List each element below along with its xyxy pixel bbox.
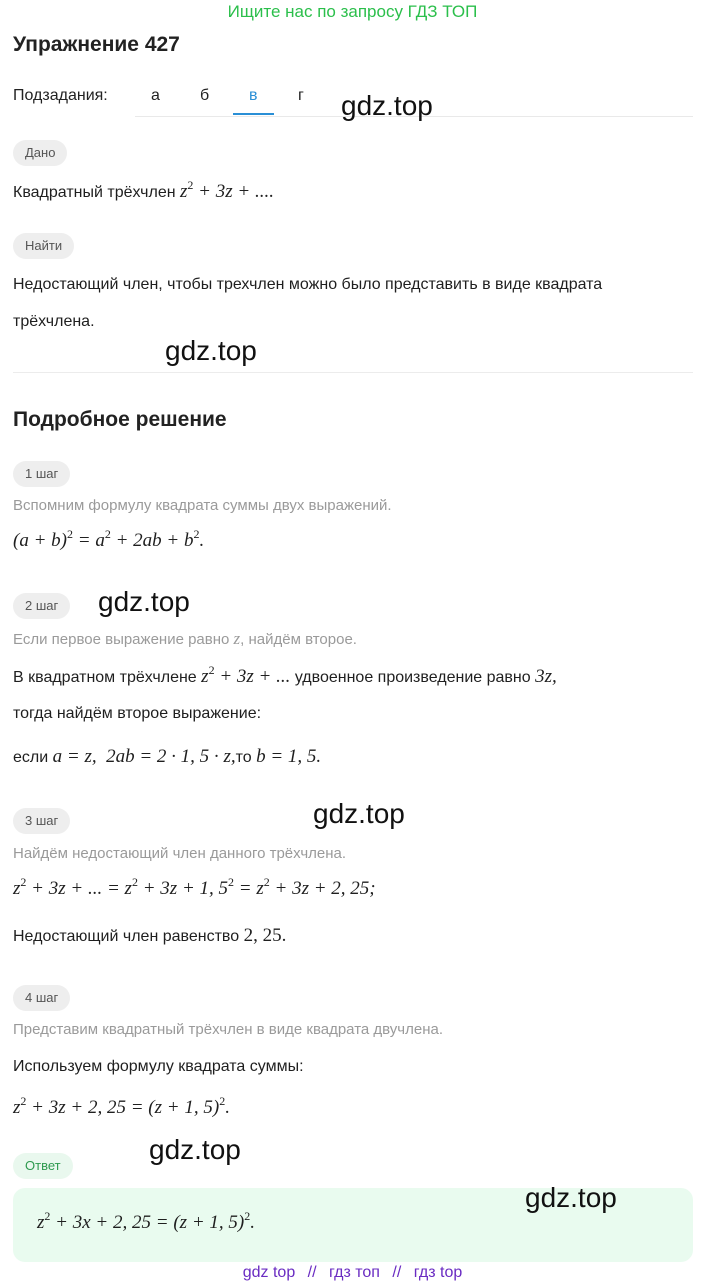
- step-4-hint: Представим квадратный трёхчлен в виде квадрата двучлена.: [13, 1021, 444, 1038]
- find-badge: Найти: [13, 233, 74, 259]
- answer-badge: Ответ: [13, 1153, 73, 1179]
- section-divider: [13, 372, 693, 373]
- answer-formula: $z^2 + 3x + 2$, 25 = (z + 1, 5)$^2$.: [37, 1209, 255, 1233]
- footer-separator: //: [307, 1264, 317, 1281]
- given-text: Квадратный трёхчлен $z^2 + 3z$ + ....: [13, 178, 274, 202]
- watermark: gdz.top: [525, 1182, 617, 1213]
- tab-b[interactable]: б: [200, 87, 210, 104]
- find-text-line1: Недостающий член, чтобы трехчлен можно было представить в виде квадрата: [13, 276, 603, 293]
- step-4-formula: $z^2 + 3z + 2$, 25 = (z + 1, 5)$^2$.: [13, 1094, 230, 1118]
- tab-g[interactable]: г: [298, 87, 304, 104]
- subtasks-label: Подзадания:: [13, 87, 108, 104]
- tab-v[interactable]: в: [249, 87, 258, 104]
- watermark: gdz.top: [341, 90, 433, 121]
- step-4-badge: 4 шаг: [13, 985, 70, 1011]
- step-3-formula: $z^2 + 3z$ + ... = $z^2 + 3z + 1$, $5^2 = z^2 + 3z + 2$, 25;: [13, 875, 376, 899]
- solution-heading: Подробное решение: [13, 408, 227, 431]
- step-2-hint: Если первое выражение равно z, найдём второе.: [13, 629, 357, 648]
- step-1-badge: 1 шаг: [13, 461, 70, 487]
- step-4-line1: Используем формулу квадрата суммы:: [13, 1058, 304, 1075]
- step-3-hint: Найдём недостающий член данного трёхчлена.: [13, 845, 347, 862]
- step-3-badge: 3 шаг: [13, 808, 70, 834]
- step-3-result: Недостающий член равенство 2, 25.: [13, 925, 287, 946]
- watermark: gdz.top: [98, 586, 190, 617]
- step-1-hint: Вспомним формулу квадрата суммы двух выражений.: [13, 497, 392, 514]
- given-formula: $z^2 + 3z$ + ....: [180, 178, 274, 202]
- footer-link-gdz-top[interactable]: gdz top: [242, 1264, 296, 1281]
- watermark: gdz.top: [313, 798, 405, 829]
- footer-separator: //: [392, 1264, 402, 1281]
- page-title: Упражнение 427: [13, 33, 180, 56]
- step-2-badge: 2 шаг: [13, 593, 70, 619]
- step-2-line2: тогда найдём второе выражение:: [13, 705, 262, 722]
- find-text-line2: трёхчлена.: [13, 313, 95, 330]
- footer-link-gdz-top-ru[interactable]: гдз топ: [329, 1264, 380, 1281]
- step-1-formula: $(a + b)^2 = a^2 + 2ab + b^2$.: [13, 527, 205, 551]
- given-badge: Дано: [13, 140, 67, 166]
- watermark: gdz.top: [165, 335, 257, 366]
- promo-banner: Ищите нас по запросу ГДЗ ТОП: [227, 2, 478, 21]
- step-2-line3: если a = z, 2ab = 2 · 1, 5 · z,то b = 1, 5.: [13, 746, 322, 767]
- active-tab-indicator: [233, 113, 274, 115]
- watermark: gdz.top: [149, 1134, 241, 1165]
- footer-link-gdz-top-mixed[interactable]: гдз top: [413, 1264, 463, 1281]
- tab-a[interactable]: а: [151, 87, 160, 104]
- step-2-line1: В квадратном трёхчлене $z^2 + 3z$ + ... удвоенное произведение равно 3z,: [13, 663, 557, 687]
- footer-links: [0, 1264, 705, 1282]
